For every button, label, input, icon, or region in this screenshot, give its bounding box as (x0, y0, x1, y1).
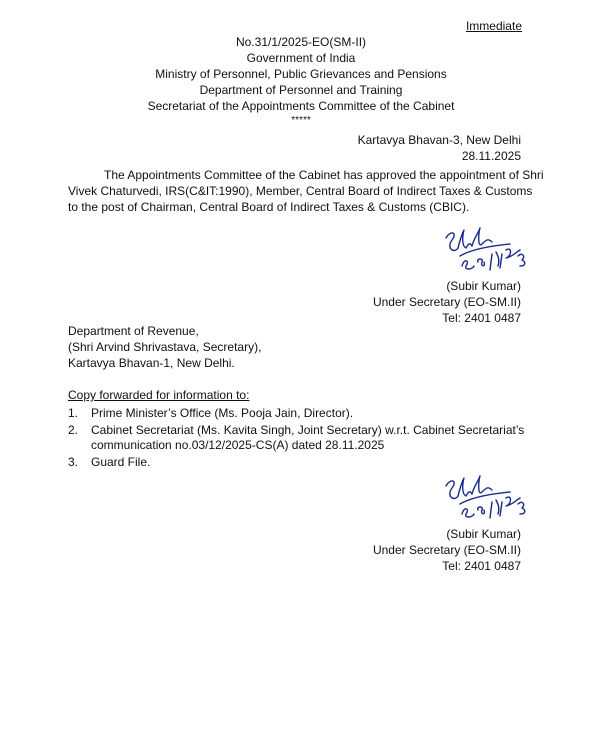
addressee-block (68, 324, 261, 372)
list-item (68, 455, 528, 471)
list-item-number: 2. (68, 422, 79, 437)
list-item-text-continued: communication no.03/12/2025-CS(A) dated 28.11.2025 (91, 438, 385, 452)
list-item-text: Prime Minister’s Office (Ms. Pooja Jain, Director). (91, 406, 354, 420)
signatory-name: (Subir Kumar) (446, 527, 521, 541)
place-line: Kartavya Bhavan-3, New Delhi (357, 133, 521, 147)
department-line: Department of Personnel and Training (199, 83, 403, 97)
order-body (68, 167, 544, 215)
list-item (68, 423, 528, 454)
signatory-tel: Tel: 2401 0487 (442, 559, 521, 573)
secretariat-line: Secretariat of the Appointments Committee of the Cabinet (147, 99, 455, 113)
addressee-line-2: (Shri Arvind Shrivastava, Secretary), (68, 340, 262, 354)
government-line: Government of India (246, 51, 356, 65)
handwritten-signature (440, 474, 535, 522)
place-date-block (358, 133, 521, 165)
file-number: No.31/1/2025-EO(SM-II) (235, 35, 367, 49)
list-item-number: 3. (68, 454, 79, 469)
body-line-2: Vivek Chaturvedi, IRS(C&IT:1990), Member, Central Board of Indirect Taxes & Customs (68, 184, 533, 198)
signatory-block (373, 527, 521, 575)
signatory-designation: Under Secretary (EO-SM.II) (372, 295, 521, 309)
signatory-tel: Tel: 2401 0487 (442, 311, 521, 325)
list-item-number: 1. (68, 406, 79, 420)
copy-forwarded-heading: Copy forwarded for information to: (68, 388, 250, 402)
signatory-block (373, 279, 521, 327)
list-item-text: Guard File. (91, 454, 151, 469)
handwritten-signature (440, 226, 535, 274)
list-item-text: Cabinet Secretariat (Ms. Kavita Singh, Joint Secretary) w.r.t. Cabinet Secretariat’s (91, 422, 525, 437)
copy-list (68, 406, 528, 470)
signatory-designation: Under Secretary (EO-SM.II) (372, 543, 521, 557)
list-item (68, 406, 528, 422)
urgency-label: Immediate (465, 19, 522, 33)
header-separator: ***** (291, 115, 311, 126)
addressee-line-1: Department of Revenue, (68, 324, 199, 338)
signatory-name: (Subir Kumar) (446, 279, 521, 293)
date-line: 28.11.2025 (461, 149, 521, 163)
body-line-3: to the post of Chairman, Central Board of Indirect Taxes & Customs (CBIC). (68, 200, 470, 214)
ministry-line: Ministry of Personnel, Public Grievances and Pensions (155, 67, 447, 81)
body-line-1: The Appointments Committee of the Cabinet has approved the appointment of Shri (104, 168, 544, 182)
addressee-line-3: Kartavya Bhavan-1, New Delhi. (68, 356, 235, 370)
document-header (0, 35, 602, 131)
